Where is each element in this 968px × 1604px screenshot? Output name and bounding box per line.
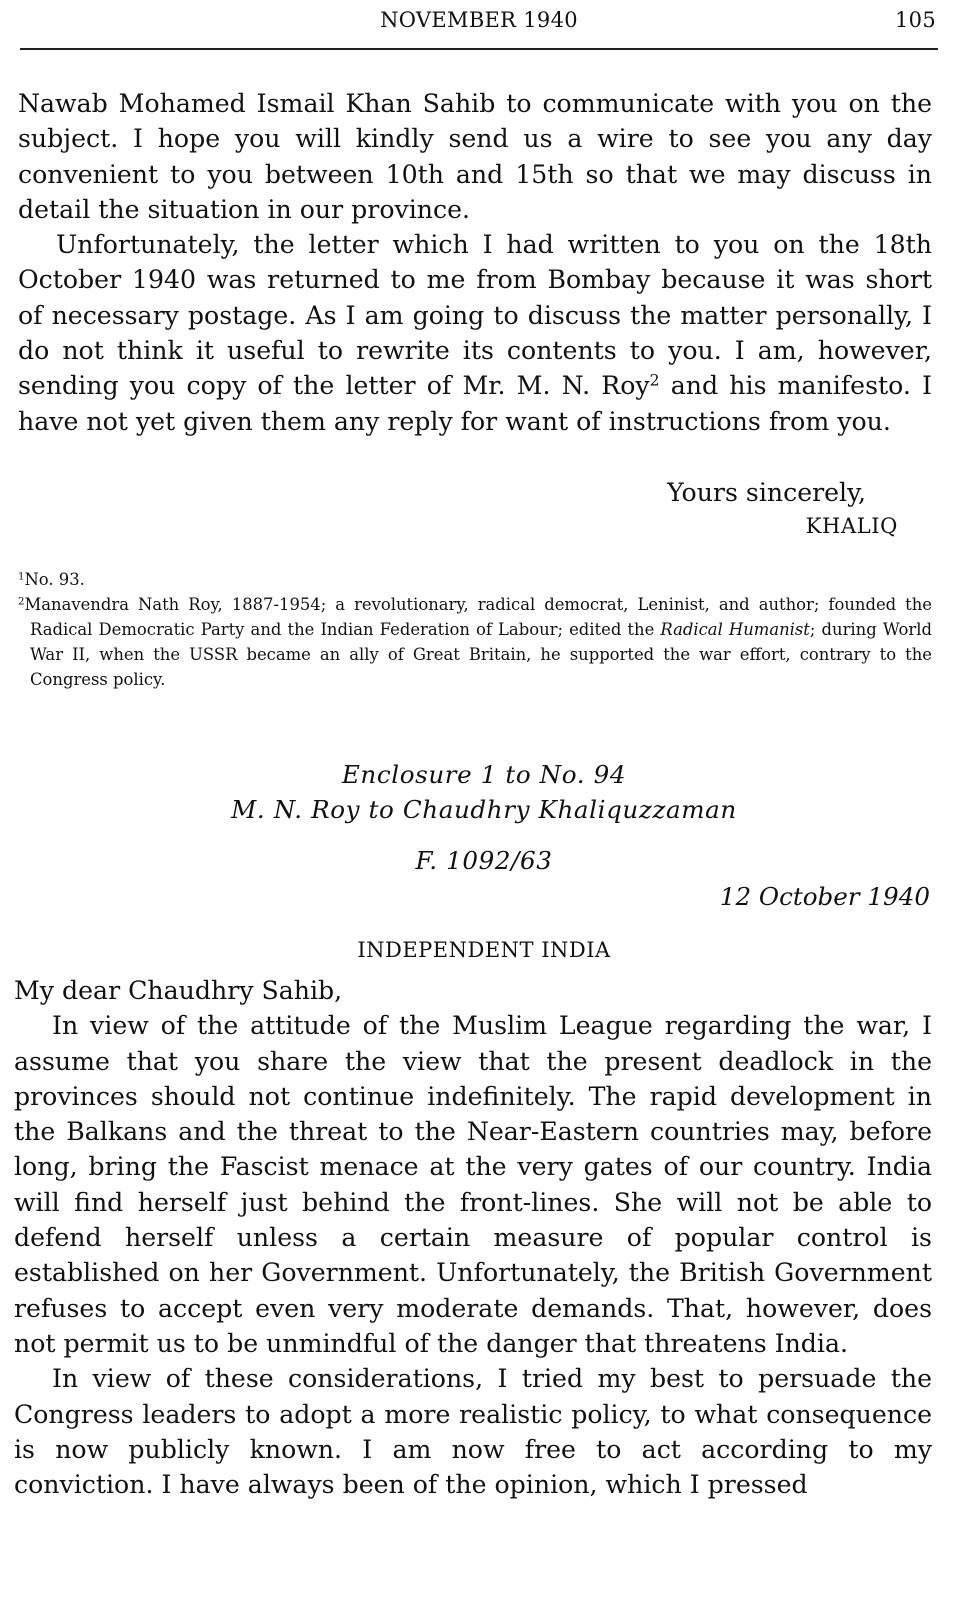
salutation: My dear Chaudhry Sahib, [14, 976, 343, 1005]
footnote-2-italic-title: Radical Humanist [660, 620, 810, 639]
footnote-2-text-end: ; during World War II, when the USSR became an ally of Great Britain, he supported the war effort, contrary to the Congress policy. [30, 620, 932, 689]
footnote-reference-2: 2 [649, 371, 660, 390]
page-number: 105 [895, 8, 936, 32]
continuation-paragraph-1: Nawab Mohamed Ismail Khan Sahib to communicate with you on the subject. I hope you will kindly send us a wire to see you any day convenient to you between 10th and 15th so that we may discuss in detail the situation in our province. [18, 89, 932, 224]
enclosure-body [14, 973, 932, 1502]
signature: KHALIQ [805, 514, 898, 538]
continuation-paragraph-2-main: Unfortunately, the letter which I had written to you on the 18th October 1940 was returned to me from Bombay because it was short of necessary postage. As I am going to discuss the matter personally, I do not think it useful to rewrite its contents to you. I am, however, sending you copy of the letter of Mr. M. N. Roy [18, 230, 932, 401]
letter-continuation [18, 86, 932, 439]
footnote-1 [18, 567, 932, 592]
letter-closing [18, 478, 918, 548]
enclosure-file-reference: F. 1092/63 [415, 846, 553, 875]
footnote-1-marker: 1 [18, 571, 25, 583]
continuation-paragraph-2 [18, 227, 932, 439]
letter-heading: INDEPENDENT INDIA [357, 938, 611, 962]
enclosure-paragraph-1: In view of the attitude of the Muslim League regarding the war, I assume that you share the view that the present deadlock in the provinces should not continue indefinitely. The rapid development in the Balkans and the threat to the Near-Eastern countries may, before long, bring the Fascist menace at the very gates of our country. India will find herself just behind the front-lines. She will not be able to defend herself unless a certain measure of popular control is established on her Government. Unfortunately, the British Government refuses to accept even very moderate demands. That, however, does not permit us to be unmindful of the danger that threatens India. [14, 1011, 932, 1358]
running-title: NOVEMBER 1940 [380, 8, 578, 32]
footnote-2-marker: 2 [18, 596, 25, 608]
enclosure-paragraph-2: In view of these considerations, I tried my best to persuade the Congress leaders to adopt a more realistic policy, to what consequence is now publicly known. I am now free to act according to my conviction. I have always been of the opinion, which I pressed [14, 1364, 932, 1500]
continuation-paragraph-2-end: and his manifesto. I have not yet given them any reply for want of instructions from you. [18, 371, 932, 436]
header-rule [20, 48, 938, 50]
running-head [22, 6, 936, 36]
footnotes [18, 567, 932, 692]
letter-date: 12 October 1940 [719, 882, 930, 911]
footnote-1-text: No. 93. [24, 570, 85, 589]
closing-line: Yours sincerely, [667, 478, 866, 507]
enclosure-title: Enclosure 1 to No. 94 [341, 760, 627, 789]
footnote-2-text-start: Manavendra Nath Roy, 1887-1954; a revolutionary, radical democrat, Leninist, and author; founded the Radical Democratic Party and the Indian Federation of Labour; edited the [24, 595, 932, 639]
enclosure-subtitle: M. N. Roy to Chaudhry Khaliquzzaman [231, 795, 737, 824]
footnote-2 [18, 592, 932, 692]
